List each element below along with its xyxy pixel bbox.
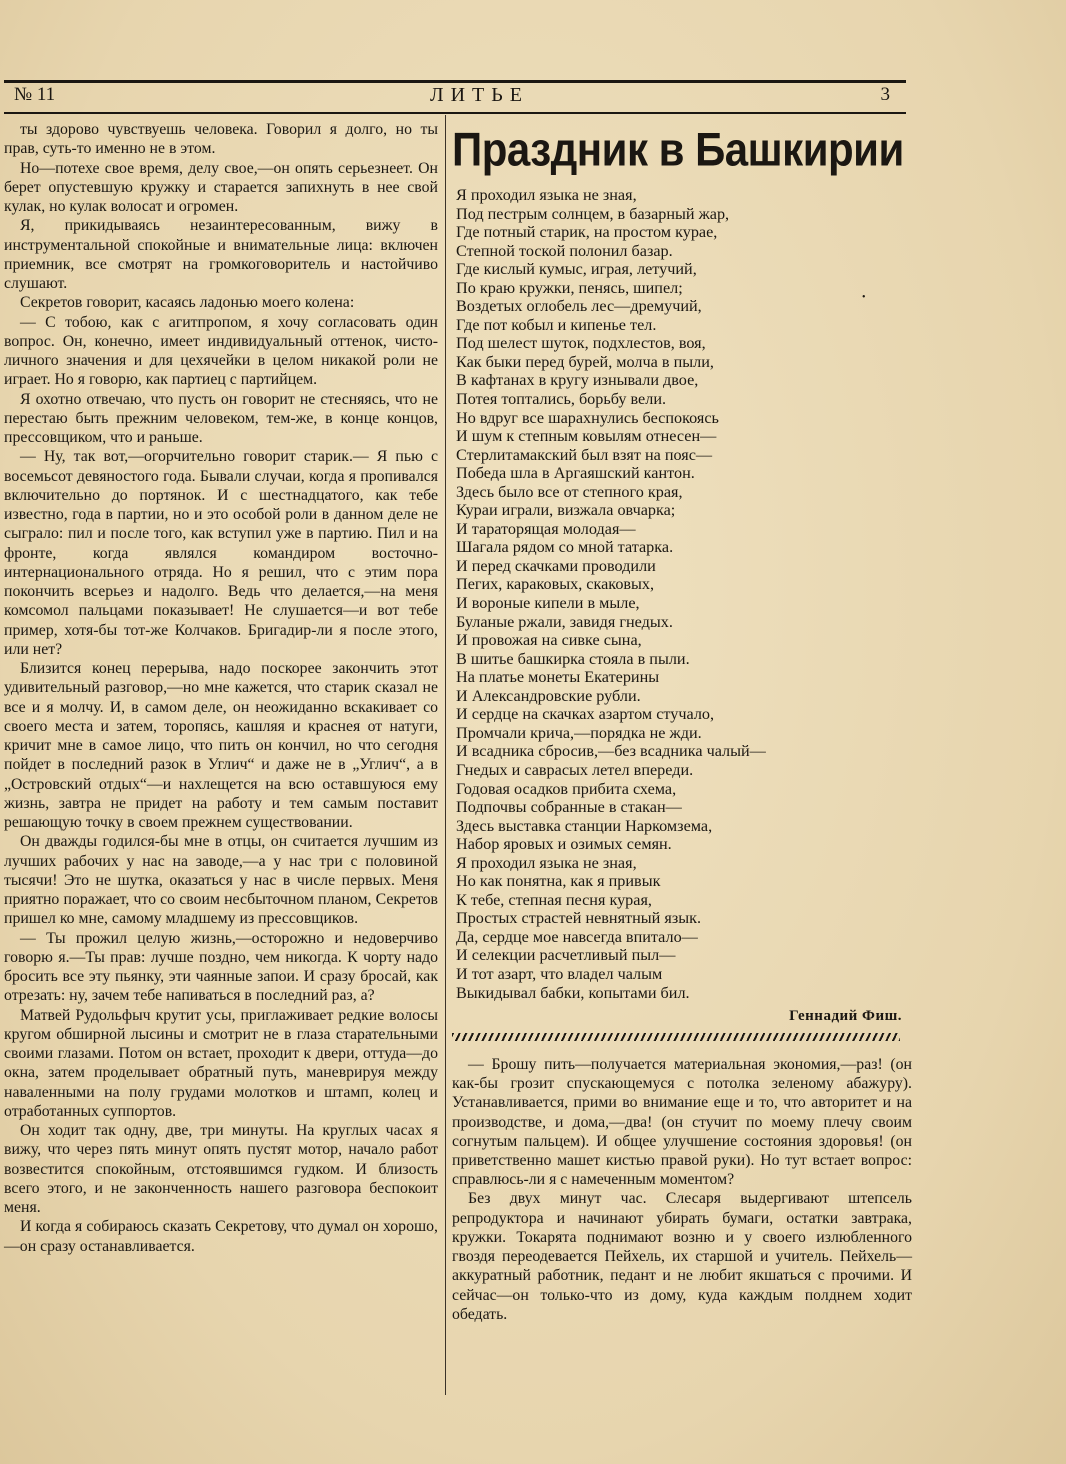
poem-line: Где потный старик, на простом курае, (456, 223, 718, 242)
poem-line: Как быки перед бурей, молча в пыли, (456, 352, 714, 371)
paragraph: — Ты прожил целую жизнь,—осторожно и недоверчиво говорю я.—Ты прав: лучше поздно, чем никогда. К чорту надо бросить все эту пьянку, эти чаянные запои. И сразу бросай, как отрезать: ну, зачем тебе напиваться в последний раз, а? (4, 929, 438, 1005)
poem-line: Где пот кобыл и кипенье тел. (456, 315, 657, 334)
poem-line: К тебе, степная песня курая, (456, 890, 652, 909)
poem-line: И провожая на сивке сына, (456, 631, 642, 650)
poem-line: Потея топтались, борьбу вели. (456, 390, 667, 409)
poem-line: Набор яровых и озимых семян. (456, 835, 672, 854)
header-rule (4, 112, 906, 114)
poem-line: И селекции расчетливый пыл— (456, 946, 676, 965)
paragraph: Без двух минут час. Слесаря выдергивают штепсель репродуктора и начинают убирать бумаги, остатки завтрака, кружки. Токарята поднимают возню и у своего излюбленного гвоздя переодевается Пейхель, их старшой и учитель. Пейхель—аккуратный работник, педант и не любит якшаться с прочими. И сейчас—он только-что из дому, куда каждым полднем ходит обедать. (452, 1190, 912, 1323)
poem-line: Под пестрым солнцем, в базарный жар, (456, 204, 730, 223)
page-number: 3 (880, 84, 890, 105)
poem-line: Здесь выставка станции Наркомзема, (456, 816, 713, 835)
page-header (10, 84, 890, 110)
paragraph: Я охотно отвечаю, что пусть он говорит не стесняясь, что не перестаю быть прежним человеком, тем-же, в конце концов, прессовщиком, что и раньше. (4, 390, 438, 446)
top-rule (4, 80, 906, 83)
poem-line: Под шелест шуток, подхлестов, воя, (456, 334, 706, 353)
poem-line: И шум к степным ковылям отнесен— (456, 427, 717, 446)
ink-speck: • (862, 292, 866, 303)
right-column-article (452, 1055, 912, 1324)
journal-title: ЛИТЬЕ (430, 84, 529, 106)
paragraph: Он ходит так одну, две, три минуты. На круглых часах я вижу, что через пять минут опять пустят мотор, начало работ возвестится спокойным, отстоявшимся гудком. И близость всего этого, и не законченность нашего разговора беспокоит меня. (4, 1122, 438, 1216)
poem-line: Но вдруг все шарахнулись беспокоясь (456, 408, 719, 427)
paragraph: Но—потехе свое время, делу свое,—он опять серьезнеет. Он берет опустевшую кружку и старается запихнуть в нее свой кулак, но кулак волосат и огромен. (4, 159, 438, 215)
paragraph: Я, прикидываясь незаинтересованным, вижу в инструментальной спокойные и внимательные лица: включен приемник, все смотрят на громкоговоритель и настойчиво слушают. (4, 217, 438, 292)
issue-number: № 11 (14, 84, 56, 105)
poem-line: По краю кружки, пенясь, шипел; (456, 278, 683, 297)
poem-line: Промчали крича,—порядка не жди. (456, 723, 702, 742)
poem-line: Здесь было все от степного края, (456, 482, 683, 501)
poem-line: Годовая осадков прибита схема, (456, 779, 677, 798)
poem-line: Я проходил языка не зная, (456, 853, 637, 872)
poem-line: Победа шла в Аргаяшский кантон. (456, 464, 695, 483)
poem-line: Подпочвы собранные в стакан— (456, 798, 682, 817)
paragraph: Близится конец перерыва, надо поскорее закончить этот удивительный разговор,—но мне кажется, что старик сказал не все и я молчу. И, в самом деле, он неожиданно вскакивает со своего места и затем, торопясь, кашляя и краснея от натуги, кричит мне в самое лицо, что пить он кончил, но что сегодня пойдет в последний разок в Углич“ и даже не в „Углич“, а в „Островский отдых“—и нахлещется на всю оставшуюся ему жизнь, завтра не придет на работу и тем самым поставит решающую точку в своем прежнем существовании. (4, 660, 438, 831)
poem-line: Гнедых и саврасых летел впереди. (456, 760, 694, 779)
paragraph: Секретов говорит, касаясь ладонью моего колена: (20, 294, 355, 312)
poem-line: И тот азарт, что владел чалым (456, 964, 663, 983)
paragraph: Матвей Рудольфыч крутит усы, приглаживает редкие волосы кругом обширной лысины и смотрит не в глаза старательными своими глазами. Потом он встает, проходит к двери, оттуда—до окна, затем проделывает обратный путь, маневрируя между наваленными на полу грудами молотков и штамп, колец и отработанных суппортов. (4, 1006, 438, 1120)
left-column-article (0, 120, 438, 1256)
poem-line: Буланые ржали, завидя гнедых. (456, 612, 673, 631)
poem-line: И сердце на скачках азартом стучало, (456, 705, 715, 724)
poem-line: Выкидывал бабки, копытами бил. (456, 983, 690, 1002)
poem-line: На платье монеты Екатерины (456, 668, 660, 687)
poem-line: Да, сердце мое навсегда впитало— (456, 927, 698, 946)
poem-line: Пегих, караковых, скаковых, (456, 575, 655, 594)
poem-line: Кураи играли, визжала овчарка; (456, 501, 676, 520)
poem-line: Степной тоской полонил базар. (456, 241, 673, 260)
poem-line: Но как понятна, как я привык (456, 872, 661, 891)
poem-line: Где кислый кумыс, играя, летучий, (456, 260, 697, 279)
poem-line: В шитье башкирка стояла в пыли. (456, 649, 690, 668)
poem-title: Праздник в Башкирии (452, 123, 904, 176)
paragraph: ты здорово чувствуешь человека. Говорил я долго, но ты прав, суть-то именно не в этом. (4, 121, 438, 158)
poem-line: Воздетых оглобель лес—дремучий, (456, 297, 702, 316)
paragraph: И когда я собираюсь сказать Секретову, что думал он хорошо,—он сразу останавливается. (4, 1218, 438, 1255)
paragraph: Он дважды годился-бы мне в отцы, он считается лучшим из лучших рабочих у нас на заводе,—а у нас три с половиной тысячи! Это не шутка, оказаться у нас в числе первых. Меня приятно поражает, что со своим несбыточном планом, Секретов пришел ко мне, самому младшему из прессовщиков. (4, 833, 438, 928)
poem-line: И всадника сбросив,—без всадника чалый— (456, 742, 766, 761)
paragraph: — Брошу пить—получается материальная экономия,—раз! (он как-бы грозит спускающемуся с потолка зеленому абажуру). Устанавливается, прими во внимание еще и то, что авторитет и на производстве, и дома,—два! (он стучит по моему плечу своим согнутым пальцем). И общее улучшение состояния здоровья! (он приветственно машет кистью правой руки). Но тут встает вопрос: справлюсь-ли я с намеченным моментом? (452, 1056, 912, 1189)
poem-author: Геннадий Фиш. (789, 1008, 902, 1025)
poem-body (456, 186, 912, 1002)
poem-line: Шагала рядом со мной татарка. (456, 538, 674, 557)
column-divider (445, 115, 446, 1395)
poem-line: Я проходил языка не зная, (456, 186, 637, 204)
right-column (452, 122, 912, 1324)
ornamental-divider (452, 1033, 900, 1041)
poem-line: И Александровские рубли. (456, 686, 641, 705)
poem-line: И перед скачками проводили (456, 556, 656, 575)
poem-line: Стерлитамакский был взят на пояс— (456, 445, 713, 464)
poem-line: И вороные кипели в мыле, (456, 594, 640, 613)
poem-line: Простых страстей невнятный язык. (456, 909, 701, 928)
poem-line: В кафтанах в кругу изнывали двое, (456, 371, 699, 390)
poem-line: И тараторящая молодая— (456, 519, 636, 538)
paragraph: — Ну, так вот,—огорчительно говорит старик.— Я пью с восемьсот девяностого года. Бывали случаи, когда я пропивался включительно до портянок. И с шестнадцатого, как тебе известно, года в партии, но и это особой роли в данном деле не сыграло: пил и после того, как вступил уже в партию. Пил и на фронте, когда являлся командиром восточно-интернационального отряда. Но я решил, что с этим пора покончить всерьез и надолго. Ведь что делается,—на меня комсомол пальцами показывает! Не слушается—и вот тебе пример, хотя-бы тот-же Колчаков. Бригадир-ли я после этого, или нет? (4, 448, 438, 658)
paragraph: — С тобою, как с агитпропом, я хочу согласовать один вопрос. Он, конечно, имеет индивидуальный оттенок, чисто-личного значения и для цехячейки в целом никакой роли не играет. Но я говорю, как партиец с партийцем. (4, 313, 438, 389)
